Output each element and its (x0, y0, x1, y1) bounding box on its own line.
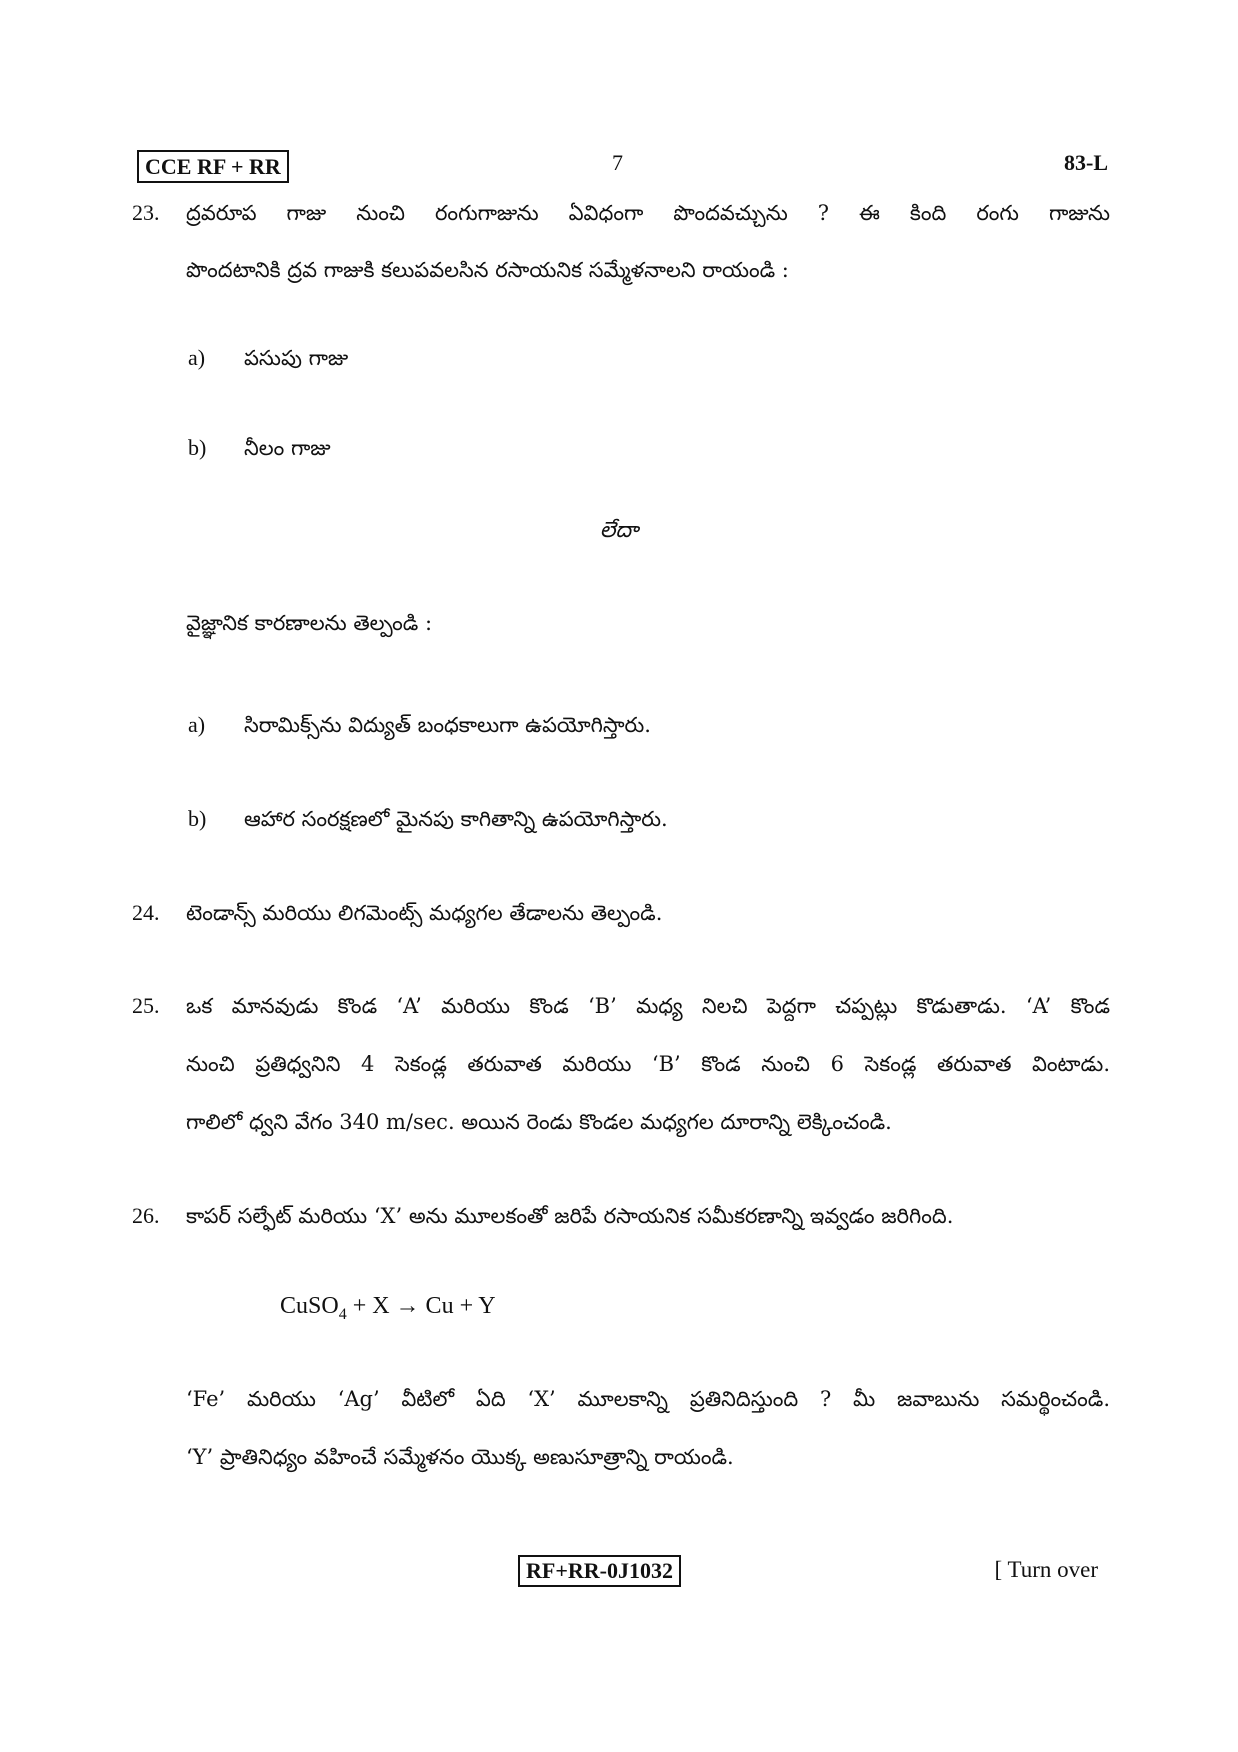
question-23-option-b-letter: b) (188, 435, 207, 460)
footer-code-box: RF+RR-0J1032 (518, 1555, 681, 1587)
question-23-option-a-text: పసుపు గాజు (244, 346, 349, 370)
question-23-alt-intro: వైజ్ఞానిక కారణాలను తెల్పండి : (186, 611, 433, 635)
turn-over-label: [ Turn over (994, 1557, 1098, 1582)
question-26-line-1: కాపర్ సల్ఫేట్ మరియు ‘X’ అను మూలకంతో జరిపే రసాయనిక సమీకరణాన్ని ఇవ్వడం జరిగింది. (186, 1204, 954, 1228)
question-23-alt-option-a-text: సిరామిక్స్‌ను విద్యుత్ బంధకాలుగా ఉపయోగిస్తారు. (244, 713, 651, 737)
question-26-line-2: ‘Fe’ మరియు ‘Ag’ వీటిలో ఏది ‘X’ మూలకాన్ని ప్రతినిదిస్తుంది ? మీ జవాబును సమర్థించండి. (186, 1387, 1110, 1411)
question-23-alt-option-a-letter: a) (188, 712, 206, 737)
question-25-line-2: నుంచి ప్రతిధ్వనిని 4 సెకండ్ల తరువాత మరియు ‘B’ కొండ నుంచి 6 సెకండ్ల తరువాత వింటాడు. (186, 1052, 1110, 1076)
equation-subscript: 4 (338, 1305, 347, 1323)
question-25-line-1: ఒక మానవుడు కొండ ‘A’ మరియు కొండ ‘B’ మధ్య నిలచి పెద్దగా చప్పట్లు కొడుతాడు. ‘A’ కొండ (186, 994, 1110, 1018)
paper-code: 83-L (1064, 150, 1108, 175)
chemical-equation (280, 1293, 496, 1324)
question-24-text: టెండాన్స్ మరియు లిగమెంట్స్ మధ్యగల తేడాలను తెల్పండి. (186, 901, 663, 925)
question-26-number: 26. (132, 1203, 160, 1228)
question-24-number: 24. (132, 900, 160, 925)
equation-rest: + X → Cu + Y (346, 1293, 496, 1319)
question-23-line-2: పొందటానికి ద్రవ గాజుకి కలుపవలసిన రసాయనిక సమ్మేళనాలని రాయండి : (186, 258, 789, 282)
question-25-line-3: గాలిలో ధ్వని వేగం 340 m/sec. అయిన రెండు కొండల మధ్యగల దూరాన్ని లెక్కించండి. (186, 1110, 892, 1134)
page-number: 7 (612, 150, 623, 175)
header-code-box: CCE RF + RR (137, 150, 289, 183)
question-23-option-b-text: నీలం గాజు (244, 436, 331, 460)
question-23-number: 23. (132, 200, 160, 225)
question-25-number: 25. (132, 993, 160, 1018)
equation-reactant: CuSO (280, 1293, 339, 1319)
question-23-alt-option-b-letter: b) (188, 806, 207, 831)
question-23-option-a-letter: a) (188, 345, 206, 370)
or-separator: లేదా (599, 518, 639, 543)
question-23-line-1: ద్రవరూప గాజు నుంచి రంగుగాజును ఏవిధంగా పొందవచ్చును ? ఈ కింది రంగు గాజును (186, 201, 1110, 225)
question-26-line-3: ‘Y’ ప్రాతినిధ్యం వహించే సమ్మేళనం యొక్క అణుసూత్రాన్ని రాయండి. (186, 1445, 734, 1469)
question-23-alt-option-b-text: ఆహార సంరక్షణలో మైనపు కాగితాన్ని ఉపయోగిస్తారు. (244, 807, 668, 831)
